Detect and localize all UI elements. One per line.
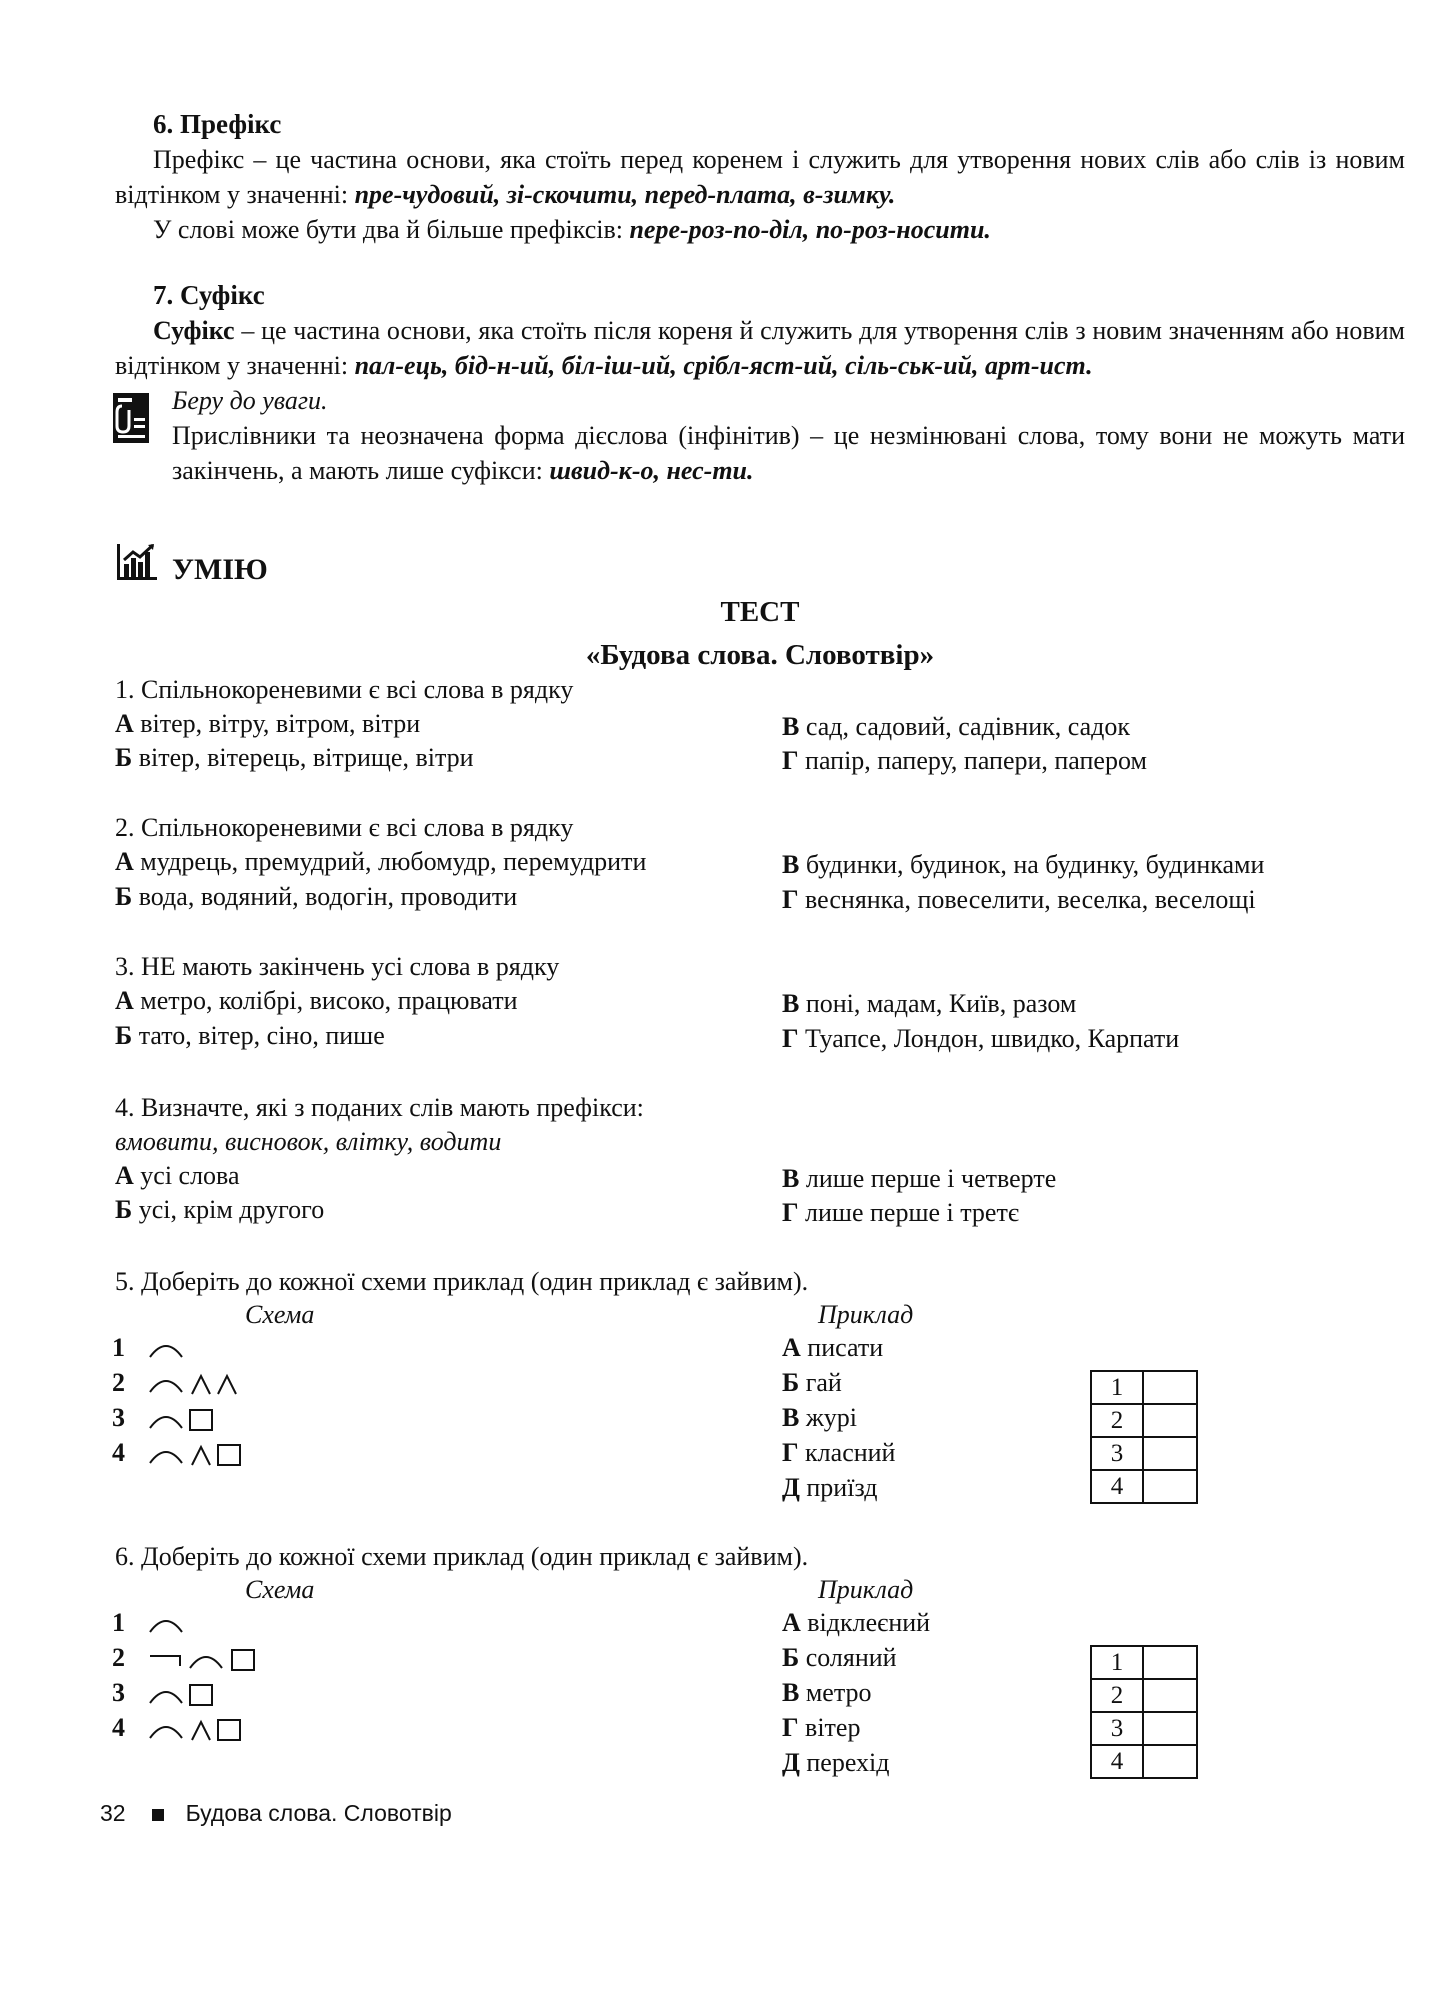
q6-scheme-1 xyxy=(112,1605,186,1640)
q4-option-b xyxy=(115,1193,324,1227)
q6-example-b xyxy=(782,1641,897,1675)
note-title: Беру до уваги. xyxy=(172,386,328,415)
prefix-definition xyxy=(115,142,1405,212)
q5-answer-row xyxy=(1091,1371,1197,1404)
q5-answer-cell[interactable] xyxy=(1143,1371,1197,1404)
q1-option-g xyxy=(782,744,1147,778)
q5-answer-number: 3 xyxy=(1091,1437,1143,1470)
q6-schema-label: Схема xyxy=(245,1575,315,1604)
suffix-examples: пал-ець, бід-н-ий, біл-іш-ий, срібл-яст-ий, сіль-ськ-ий, арт-ист. xyxy=(354,351,1093,380)
suffix-heading: 7. Суфікс xyxy=(153,280,265,310)
q4-option-g xyxy=(782,1196,1019,1230)
q6-answer-cell[interactable] xyxy=(1143,1679,1197,1712)
suffix-section xyxy=(115,278,1405,383)
prefix-multiple xyxy=(115,212,1405,247)
q6-scheme-2 xyxy=(112,1640,266,1675)
q5-answer-row xyxy=(1091,1437,1197,1470)
q6-example-v-key: В xyxy=(782,1678,800,1707)
q2-option-g-key: Г xyxy=(782,885,799,914)
q2-option-a-key: А xyxy=(115,847,134,876)
chart-growth-icon xyxy=(115,542,159,587)
q1-option-a-text: вітер, вітру, вітром, вітри xyxy=(133,709,421,738)
q6-answer-number: 3 xyxy=(1091,1712,1143,1745)
prefix-section xyxy=(115,107,1405,247)
q1-option-a-key: А xyxy=(115,709,134,738)
q3-option-a xyxy=(115,984,517,1018)
q1-option-v-text: сад, садовий, садівник, садок xyxy=(799,712,1131,741)
q6-example-v xyxy=(782,1676,872,1710)
q3-option-a-key: А xyxy=(115,986,134,1015)
root-arc-icon xyxy=(146,1612,186,1638)
q5-answer-row xyxy=(1091,1404,1197,1437)
test-subtitle: «Будова слова. Словотвір» xyxy=(585,639,935,671)
q6-answer-grid xyxy=(1090,1645,1198,1779)
q4-option-a xyxy=(115,1159,240,1193)
suffix-definition xyxy=(115,313,1405,383)
note-icon xyxy=(112,392,150,449)
q5-example-b-text: гай xyxy=(799,1368,842,1397)
q4-option-b-text: усі, крім другого xyxy=(132,1195,325,1224)
q4-option-a-key: А xyxy=(115,1161,134,1190)
root-suffix-ending-icon xyxy=(146,1716,250,1744)
q6-answer-number: 4 xyxy=(1091,1745,1143,1778)
q5-example-v xyxy=(782,1401,857,1435)
q2-option-a-text: мудрець, премудрий, любомудр, перемудрити xyxy=(133,847,647,876)
q6-scheme-3 xyxy=(112,1675,222,1710)
q6-answer-row xyxy=(1091,1679,1197,1712)
q2-option-g xyxy=(782,883,1256,917)
q6-scheme-4-number: 4 xyxy=(112,1713,125,1742)
q6-answer-row xyxy=(1091,1712,1197,1745)
q6-answer-cell[interactable] xyxy=(1143,1712,1197,1745)
q6-answer-row xyxy=(1091,1745,1197,1778)
q6-example-a-text: відклеєний xyxy=(800,1608,931,1637)
q4-text: 4. Визначте, які з поданих слів мають префікси: xyxy=(115,1093,644,1122)
q6-example-d-key: Д xyxy=(782,1748,800,1777)
q6-answer-number: 2 xyxy=(1091,1679,1143,1712)
q5-example-g xyxy=(782,1436,895,1470)
q4-option-v xyxy=(782,1162,1056,1196)
q5-scheme-2-number: 2 xyxy=(112,1368,125,1397)
q5-answer-number: 2 xyxy=(1091,1404,1143,1437)
q6-example-g-key: Г xyxy=(782,1713,799,1742)
q5-example-a-text: писати xyxy=(800,1333,884,1362)
q6-example-g-text: вітер xyxy=(798,1713,861,1742)
q5-answer-cell[interactable] xyxy=(1143,1404,1197,1437)
q5-example-a-key: А xyxy=(782,1333,801,1362)
q1-option-v xyxy=(782,710,1130,744)
q3-option-g-key: Г xyxy=(782,1024,799,1053)
q6-answer-cell[interactable] xyxy=(1143,1745,1197,1778)
q6-scheme-1-number: 1 xyxy=(112,1608,125,1637)
q4-option-a-text: усі слова xyxy=(133,1161,240,1190)
note-text-plain: Прислівники та неозначена форма дієслова (інфінітив) – це незмінювані слова, тому вони не можуть мати закінчень, а мають лише суфікси: xyxy=(172,421,1405,485)
q5-answer-number: 4 xyxy=(1091,1470,1143,1503)
q5-example-a xyxy=(782,1331,883,1365)
page-footer xyxy=(100,1800,452,1827)
q3-option-g xyxy=(782,1022,1179,1056)
q5-example-v-text: журі xyxy=(799,1403,858,1432)
q1-option-b-text: вітер, вітерець, вітрище, вітри xyxy=(132,743,474,772)
q5-scheme-3 xyxy=(112,1400,222,1435)
q2-option-v-key: В xyxy=(782,850,800,879)
q3-option-g-text: Туапсе, Лондон, швидко, Карпати xyxy=(798,1024,1180,1053)
skill-heading: УМІЮ xyxy=(172,553,268,586)
q5-scheme-1-number: 1 xyxy=(112,1333,125,1362)
q4-option-b-key: Б xyxy=(115,1195,133,1224)
page-number: 32 xyxy=(100,1800,126,1826)
q2-option-v xyxy=(782,848,1264,882)
suffix-term: Суфікс xyxy=(153,316,235,345)
q6-example-d xyxy=(782,1746,890,1780)
q3-option-b-text: тато, вітер, сіно, пише xyxy=(132,1021,385,1050)
q5-answer-cell[interactable] xyxy=(1143,1437,1197,1470)
prefix-examples: пре-чудовий, зі-скочити, перед-плата, в-зимку. xyxy=(354,180,896,209)
q3-option-v-key: В xyxy=(782,989,800,1018)
q5-scheme-4 xyxy=(112,1435,250,1470)
q2-option-b xyxy=(115,880,517,914)
note-examples: швид-к-о, нес-ти. xyxy=(549,456,754,485)
note-text xyxy=(172,418,1405,488)
q3-option-v-text: поні, мадам, Київ, разом xyxy=(799,989,1077,1018)
q6-example-b-text: соляний xyxy=(799,1643,897,1672)
q6-example-b-key: Б xyxy=(782,1643,800,1672)
q4-option-g-text: лише перше і третє xyxy=(798,1198,1019,1227)
q6-answer-cell[interactable] xyxy=(1143,1646,1197,1679)
note-block xyxy=(172,383,1405,488)
q1-option-v-key: В xyxy=(782,712,800,741)
q1-option-g-key: Г xyxy=(782,746,799,775)
footer-title: Будова слова. Словотвір xyxy=(185,1800,452,1826)
prefix-multiple-text: У слові може бути два й більше префіксів: xyxy=(153,215,630,244)
q5-example-d-key: Д xyxy=(782,1473,800,1502)
test-title: ТЕСТ xyxy=(720,596,800,628)
q2-option-v-text: будинки, будинок, на будинку, будинками xyxy=(799,850,1265,879)
q2-option-g-text: веснянка, повеселити, веселка, веселощі xyxy=(798,885,1256,914)
q5-scheme-1 xyxy=(112,1330,186,1365)
q6-text: 6. Доберіть до кожної схеми приклад (один приклад є зайвим). xyxy=(115,1542,809,1571)
q5-example-d xyxy=(782,1471,877,1505)
q5-answer-row xyxy=(1091,1470,1197,1503)
q1-option-b xyxy=(115,741,474,775)
prefix-multiple-examples: пере-роз-по-діл, по-роз-носити. xyxy=(629,215,991,244)
q5-example-g-text: класний xyxy=(798,1438,896,1467)
q6-example-label: Приклад xyxy=(818,1575,914,1604)
q5-example-b xyxy=(782,1366,842,1400)
q5-schema-label: Схема xyxy=(245,1300,315,1329)
q5-example-d-text: приїзд xyxy=(799,1473,878,1502)
q6-answer-number: 1 xyxy=(1091,1646,1143,1679)
root-arc-icon xyxy=(146,1337,186,1363)
q3-option-b xyxy=(115,1019,385,1053)
prefix-heading: 6. Префікс xyxy=(153,109,282,139)
root-ending-icon xyxy=(146,1681,222,1709)
suffix-definition-text: – це частина основи, яка стоїть після кореня й служить для утворення слів з новим значенням або новим відтінком у значенні: xyxy=(115,316,1405,380)
q2-text: 2. Спільнокореневими є всі слова в рядку xyxy=(115,813,574,842)
q6-example-d-text: перехід xyxy=(799,1748,890,1777)
q6-example-v-text: метро xyxy=(799,1678,872,1707)
q5-answer-number: 1 xyxy=(1091,1371,1143,1404)
q6-scheme-4 xyxy=(112,1710,250,1745)
q5-answer-grid xyxy=(1090,1370,1198,1504)
q4-option-v-key: В xyxy=(782,1164,800,1193)
q5-example-g-key: Г xyxy=(782,1438,799,1467)
q2-option-b-text: вода, водяний, водогін, проводити xyxy=(132,882,518,911)
q5-example-label: Приклад xyxy=(818,1300,914,1329)
q4-words: вмовити, висновок, влітку, водити xyxy=(115,1127,502,1156)
q2-option-a xyxy=(115,845,646,879)
q5-scheme-4-number: 4 xyxy=(112,1438,125,1467)
q3-text: 3. НЕ мають закінчень усі слова в рядку xyxy=(115,952,560,981)
q6-example-a xyxy=(782,1606,930,1640)
q1-option-g-text: папір, паперу, папери, папером xyxy=(798,746,1147,775)
q6-example-a-key: А xyxy=(782,1608,801,1637)
root-suffix-ending-icon xyxy=(146,1441,250,1469)
q4-option-g-key: Г xyxy=(782,1198,799,1227)
q1-option-a xyxy=(115,707,420,741)
q5-scheme-3-number: 3 xyxy=(112,1403,125,1432)
q5-answer-cell[interactable] xyxy=(1143,1470,1197,1503)
prefix-root-ending-icon xyxy=(146,1646,266,1674)
q5-example-v-key: В xyxy=(782,1403,800,1432)
square-bullet-icon xyxy=(152,1809,164,1821)
q1-option-b-key: Б xyxy=(115,743,133,772)
q6-scheme-3-number: 3 xyxy=(112,1678,125,1707)
q6-example-g xyxy=(782,1711,860,1745)
q5-text: 5. Доберіть до кожної схеми приклад (один приклад є зайвим). xyxy=(115,1267,809,1296)
q3-option-v xyxy=(782,987,1076,1021)
q4-option-v-text: лише перше і четверте xyxy=(799,1164,1057,1193)
prefix-definition-text: Префікс – це частина основи, яка стоїть перед коренем і служить для утворення нових слів або слів із новим відтінком у значенні: xyxy=(115,145,1405,209)
q6-scheme-2-number: 2 xyxy=(112,1643,125,1672)
q3-option-b-key: Б xyxy=(115,1021,133,1050)
root-ending-icon xyxy=(146,1406,222,1434)
q3-option-a-text: метро, колібрі, високо, працювати xyxy=(133,986,518,1015)
q6-answer-row xyxy=(1091,1646,1197,1679)
q1-text: 1. Спільнокореневими є всі слова в рядку xyxy=(115,675,574,704)
q5-example-b-key: Б xyxy=(782,1368,800,1397)
q2-option-b-key: Б xyxy=(115,882,133,911)
q5-scheme-2 xyxy=(112,1365,242,1400)
root-suffix-suffix-icon xyxy=(146,1372,242,1398)
